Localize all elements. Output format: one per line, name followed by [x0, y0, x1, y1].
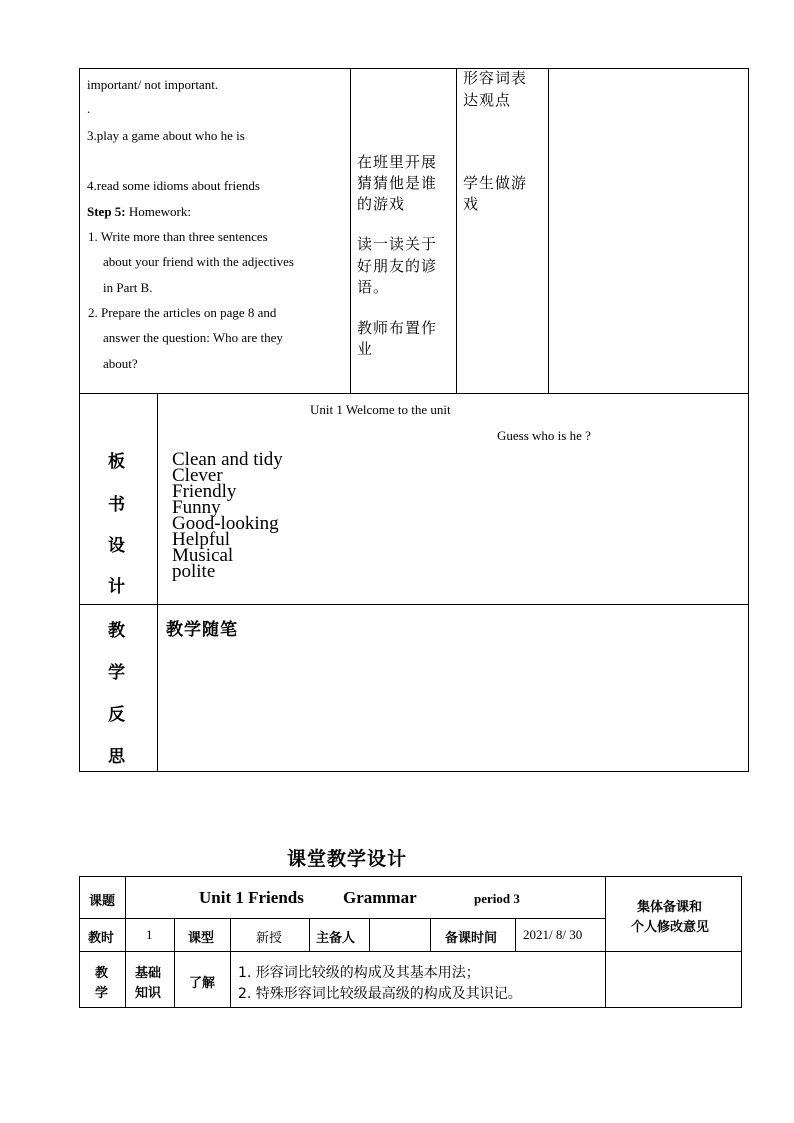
homework-line: about your friend with the adjectives	[103, 254, 294, 269]
reflection-heading: 教学随笔	[166, 620, 238, 640]
teacher-activity-line: 在班里开展	[357, 153, 438, 171]
board-label-char: 板	[108, 452, 125, 472]
board-word: Good-looking	[172, 513, 279, 534]
board-word: polite	[172, 561, 216, 582]
board-label-char: 设	[108, 536, 125, 556]
board-word: Funny	[172, 497, 221, 518]
homework-line: 2. Prepare the articles on page 8 and	[88, 305, 277, 320]
homework-line: 1. Write more than three sentences	[88, 229, 268, 244]
procedure-line: important/ not important.	[87, 77, 219, 92]
procedure-line: 4.read some idioms about friends	[87, 178, 260, 193]
section-title: 课堂教学设计	[287, 848, 408, 870]
basic-knowledge-label: 基础	[135, 966, 162, 981]
homework-line: in Part B.	[103, 280, 153, 295]
teacher-activity-line: 业	[357, 340, 374, 358]
board-label-char: 计	[108, 577, 125, 597]
topic-label: 课题	[89, 894, 116, 909]
topic-unit: Unit 1 Friends	[199, 888, 304, 907]
student-activity-line: 戏	[463, 195, 480, 213]
side-note-line: 集体备课和	[637, 900, 703, 915]
teach-char: 学	[95, 986, 109, 1001]
board-word: Friendly	[172, 481, 237, 502]
reflection-label-char: 思	[108, 747, 125, 767]
type-value: 新授	[256, 931, 283, 946]
level-label: 了解	[189, 976, 216, 991]
step5-text: Homework:	[125, 204, 191, 219]
hours-value: 1	[146, 927, 153, 942]
step5-heading	[87, 204, 191, 220]
board-word: Clever	[172, 465, 223, 486]
date-value: 2021/ 8/ 30	[523, 927, 583, 942]
topic-part: Grammar	[343, 888, 417, 907]
student-activity-line: 形容词表	[463, 69, 528, 87]
teacher-activity-line: 语。	[357, 278, 390, 296]
student-activity-line: 学生做游	[463, 174, 528, 192]
teacher-activity-line: 好朋友的谚	[357, 257, 438, 275]
board-word: Musical	[172, 545, 234, 566]
teach-char: 教	[95, 966, 109, 981]
teacher-activity-line: 教师布置作	[357, 319, 438, 337]
homework-line: answer the question: Who are they	[103, 330, 283, 345]
teacher-activity-line: 的游戏	[357, 195, 406, 213]
type-label: 课型	[188, 931, 215, 946]
side-note-line: 个人修改意见	[631, 920, 710, 935]
basic-knowledge-label: 知识	[135, 986, 162, 1001]
reflection-label-char: 学	[108, 663, 125, 683]
procedure-line: 3.play a game about who he is	[87, 128, 245, 143]
objective-item: 2. 特殊形容词比较级最高级的构成及其识记。	[238, 986, 522, 1002]
board-label-char: 书	[108, 495, 125, 515]
date-label: 备课时间	[445, 931, 498, 946]
procedure-line: .	[87, 101, 91, 116]
reflection-label-char: 教	[108, 621, 125, 641]
teacher-activity-line: 读一读关于	[357, 235, 438, 253]
board-title: Unit 1 Welcome to the unit	[310, 402, 451, 417]
board-word: Helpful	[172, 529, 231, 550]
step5-label: Step 5:	[87, 204, 126, 219]
board-subtitle: Guess who is he ?	[497, 428, 591, 443]
hours-label: 教时	[88, 931, 115, 946]
homework-line: about?	[103, 356, 138, 371]
teacher-activity-line: 猜猜他是谁	[357, 174, 438, 192]
objective-item: 1. 形容词比较级的构成及其基本用法；	[238, 965, 480, 981]
board-word: Clean and tidy	[172, 449, 283, 470]
preparer-label: 主备人	[316, 931, 356, 946]
topic-period: period 3	[474, 891, 520, 906]
student-activity-line: 达观点	[463, 91, 512, 109]
reflection-label-char: 反	[108, 705, 125, 725]
